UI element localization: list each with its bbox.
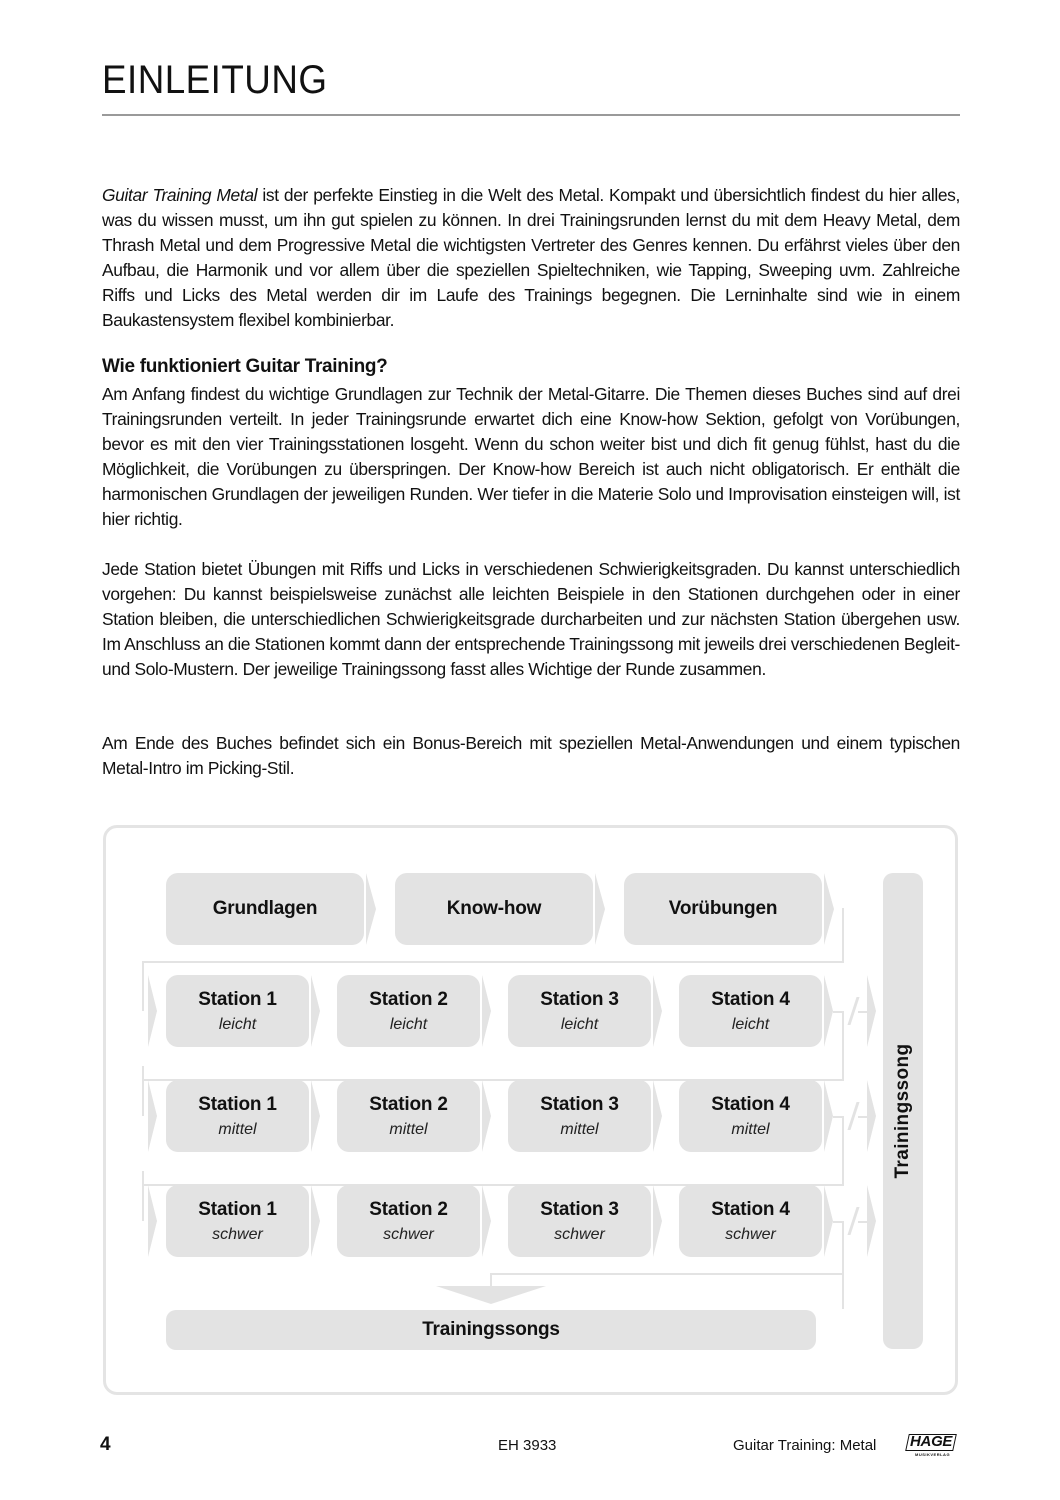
station-box [166, 1185, 309, 1257]
publisher-logo [907, 1433, 957, 1457]
chevron-right-icon [824, 1185, 833, 1257]
chevron-right-icon [311, 1185, 320, 1257]
chevron-right-icon [653, 975, 662, 1047]
station-label: Station 2 [369, 988, 448, 1010]
difficulty-label: leicht [218, 1015, 257, 1033]
station-box [679, 975, 822, 1047]
trainingssong-label: Trainingssong [892, 1043, 913, 1179]
chevron-right-icon [824, 1080, 833, 1152]
top-box-grundlagen [166, 873, 364, 945]
difficulty-label: schwer [212, 1225, 263, 1243]
station-box [508, 975, 651, 1047]
intro-book-title: Guitar Training Metal [102, 185, 258, 205]
station-label: Station 1 [198, 1093, 277, 1115]
chevron-right-icon [482, 1080, 491, 1152]
station-box [166, 1080, 309, 1152]
connector-line [490, 1273, 492, 1287]
chevron-right-icon [653, 1185, 662, 1257]
connector-line [842, 1011, 844, 1081]
station-box [679, 1080, 822, 1152]
difficulty-label: mittel [560, 1120, 599, 1138]
difficulty-label: schwer [725, 1225, 776, 1243]
station-label: Station 2 [369, 1198, 448, 1220]
station-label: Station 3 [540, 1093, 619, 1115]
station-label: Station 1 [198, 988, 277, 1010]
trainingssongs-label: Trainingssongs [422, 1319, 560, 1340]
chevron-right-icon [867, 975, 876, 1047]
trainingssongs-box [166, 1310, 816, 1350]
down-arrow-icon [436, 1286, 546, 1304]
difficulty-label: leicht [560, 1015, 599, 1033]
station-box [508, 1080, 651, 1152]
connector-line [142, 1171, 144, 1221]
station-box [337, 975, 480, 1047]
logo-subtext: MUSIKVERLAG [915, 1452, 951, 1457]
paragraph-1: Am Anfang findest du wichtige Grundlagen zur Technik der Metal-Gitarre. Die Themen dieses Buches sind auf drei Trainingsrunden verteilt. In jeder Trainingsrunde erwartet dich eine Know-how Sektion, gefolgt von Vorübungen, bevor es mit den vier Trainingsstationen losgeht. Wenn du schon weiter bist und dich fit genug fühlst, hast du die Möglichkeit, die Vorübungen zu überspringen. Der Know-how Bereich ist auch nicht obligatorisch. Er enthält die harmonischen Grundlagen der jeweiligen Runden. Wer tiefer in die Materie Solo und Improvisation einsteigen will, ist hier richtig. [102, 384, 960, 529]
chevron-right-icon [482, 975, 491, 1047]
connector-line [142, 961, 844, 963]
chevron-right-icon [824, 873, 834, 945]
intro-paragraph [102, 183, 960, 333]
title-divider [102, 114, 960, 116]
difficulty-label: mittel [218, 1120, 257, 1138]
station-label: Station 1 [198, 1198, 277, 1220]
chevron-right-icon [366, 873, 376, 945]
difficulty-label: leicht [731, 1015, 770, 1033]
chevron-right-icon [595, 873, 605, 945]
logo-text: HAGE [910, 1433, 953, 1450]
connector-line [142, 1066, 144, 1116]
top-box-vor-bungen [624, 873, 822, 945]
paragraph-3: Am Ende des Buches befindet sich ein Bonus-Bereich mit speziellen Metal-Anwendungen und einem typischen Metal-Intro im Picking-Stil. [102, 733, 960, 778]
station-label: Station 4 [711, 988, 790, 1010]
intro-text: ist der perfekte Einstieg in die Welt des Metal. Kompakt und übersichtlich findest du hier alles, was du wissen musst, um ihn gut spielen zu können. In drei Trainingsrunden lernst du mit dem Heavy Metal, dem Thrash Metal und dem Progressive Metal die wichtigsten Vertreter des Genres kennen. Du erfährst vieles über den Aufbau, die Harmonik und vor allem über die speziellen Spieltechniken, wie Tapping, Sweeping uvm. Zahlreiche Riffs und Licks des Metal werden dir im Laufe des Trainings begegnen. Die Lerninhalte sind wie in einem Baukastensystem flexibel kombinierbar. [102, 185, 960, 330]
page-title: EINLEITUNG [102, 58, 328, 102]
station-box [337, 1080, 480, 1152]
chevron-right-icon [824, 975, 833, 1047]
chevron-right-icon [653, 1080, 662, 1152]
difficulty-label: mittel [731, 1120, 770, 1138]
station-label: Station 3 [540, 1198, 619, 1220]
connector-line [142, 961, 144, 1011]
connector-line [842, 1221, 844, 1309]
station-label: Station 4 [711, 1198, 790, 1220]
top-box-label: Vorübungen [668, 898, 778, 919]
connector-line [490, 1273, 844, 1275]
difficulty-label: mittel [389, 1120, 428, 1138]
difficulty-label: schwer [383, 1225, 434, 1243]
chevron-right-icon [311, 1080, 320, 1152]
section-heading: Wie funktioniert Guitar Training? [102, 356, 388, 377]
chevron-right-icon [148, 1185, 157, 1257]
station-box [166, 975, 309, 1047]
chevron-right-icon [867, 1185, 876, 1257]
station-label: Station 2 [369, 1093, 448, 1115]
chevron-right-icon [311, 975, 320, 1047]
top-box-know-how [395, 873, 593, 945]
chevron-right-icon [867, 1080, 876, 1152]
chevron-right-icon [148, 975, 157, 1047]
difficulty-label: leicht [389, 1015, 428, 1033]
chevron-right-icon [482, 1185, 491, 1257]
chevron-right-icon [148, 1080, 157, 1152]
paragraph-2: Jede Station bietet Übungen mit Riffs und Licks in verschiedenen Schwierigkeitsgraden. Du kannst unterschiedlich vorgehen: Du kannst beispielsweise zunächst alle leichten Beispiele in den Stationen durchgehen oder in einer Station bleiben, die unterschiedlichen Schwierigkeitsgrade durcharbeiten und zur nächsten Station übergehen usw. Im Anschluss an die Stationen kommt dann der entsprechende Trainingssong mit jeweils drei verschiedenen Begleit- und Solo-Mustern. Der jeweilige Trainingssong fasst alles Wichtige der Runde zusammen. [102, 559, 960, 679]
station-box [508, 1185, 651, 1257]
top-box-label: Grundlagen [212, 898, 318, 919]
top-box-label: Know-how [446, 898, 542, 919]
catalog-code: EH 3933 [498, 1437, 557, 1454]
connector-line [842, 1116, 844, 1186]
station-box [679, 1185, 822, 1257]
station-label: Station 4 [711, 1093, 790, 1115]
page-number: 4 [100, 1434, 111, 1455]
station-label: Station 3 [540, 988, 619, 1010]
connector-line [842, 908, 844, 962]
book-title: Guitar Training: Metal [733, 1437, 877, 1454]
difficulty-label: schwer [554, 1225, 605, 1243]
station-box [337, 1185, 480, 1257]
